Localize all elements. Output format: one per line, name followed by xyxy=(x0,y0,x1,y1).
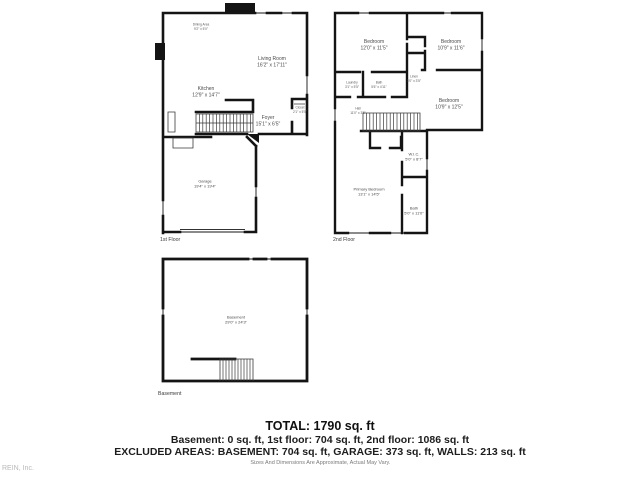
room-label-garage: Garage 19'4" x 19'4" xyxy=(194,179,216,189)
first-floor-windows-thin xyxy=(163,13,307,232)
room-label-foyer-closet: Closet 2'1" x 5'5" xyxy=(293,106,307,114)
room-label-bath-small: Bath 5'6" x 4'11" xyxy=(371,81,387,89)
basement-stairs-box xyxy=(220,359,253,381)
room-label-kitchen: Kitchen 12'9" x 14'7" xyxy=(192,86,220,98)
room-label-bath-main: Bath 5'0" x 11'0" xyxy=(404,206,424,216)
basement-stair-treads xyxy=(223,359,250,381)
summary-excluded-areas: EXCLUDED AREAS: BASEMENT: 704 sq. ft, GARAGE: 373 sq. ft, WALLS: 213 sq. ft xyxy=(114,446,526,458)
room-label-laundry: Laundry 3'1" x 5'5" xyxy=(345,81,359,89)
summary-disclaimer-row xyxy=(0,457,640,468)
room-label-dining-area: Dining Area 9'2" x 5'0" xyxy=(192,23,210,31)
room-label-living-room: Living Room 16'2" x 17'11" xyxy=(257,56,287,68)
room-label-bedroom-1: Bedroom 12'0" x 11'5" xyxy=(360,39,388,51)
caption-basement: Basement xyxy=(158,391,182,397)
first-floor-plan-drawing xyxy=(155,0,320,250)
room-label-primary-bedroom: Primary Bedroom 13'1" x 14'5" xyxy=(353,187,385,197)
rein-watermark: REIN, Inc. xyxy=(2,465,34,472)
stoop-block xyxy=(225,3,255,12)
summary-floor-areas: Basement: 0 sq. ft, 1st floor: 704 sq. ft, 2nd floor: 1086 sq. ft xyxy=(170,434,470,446)
second-floor-stair-treads xyxy=(366,113,417,131)
room-label-linen: Linen 3'0" x 3'5" xyxy=(407,75,421,83)
caption-second-floor: 2nd Floor xyxy=(333,237,355,243)
room-label-wic: W.I.C. 5'0" x 8'7" xyxy=(405,152,423,162)
room-label-hall: Hall 11'0" x 3'5" xyxy=(350,107,366,115)
summary-disclaimer: Sizes And Dimensions Are Approximate, Actual May Vary. xyxy=(249,459,391,466)
room-label-bedroom-3: Bedroom 10'9" x 12'5" xyxy=(435,98,463,110)
caption-first-floor: 1st Floor xyxy=(160,237,181,243)
second-floor-stairs-box xyxy=(363,113,420,131)
room-label-foyer: Foyer 15'1" x 6'5" xyxy=(255,115,281,127)
basement-windows-thin xyxy=(163,259,307,316)
summary-total: TOTAL: 1790 sq. ft xyxy=(265,419,375,433)
room-label-basement: Basement 29'0" x 24'3" xyxy=(225,315,247,325)
room-label-bedroom-2: Bedroom 10'9" x 11'6" xyxy=(437,39,465,51)
